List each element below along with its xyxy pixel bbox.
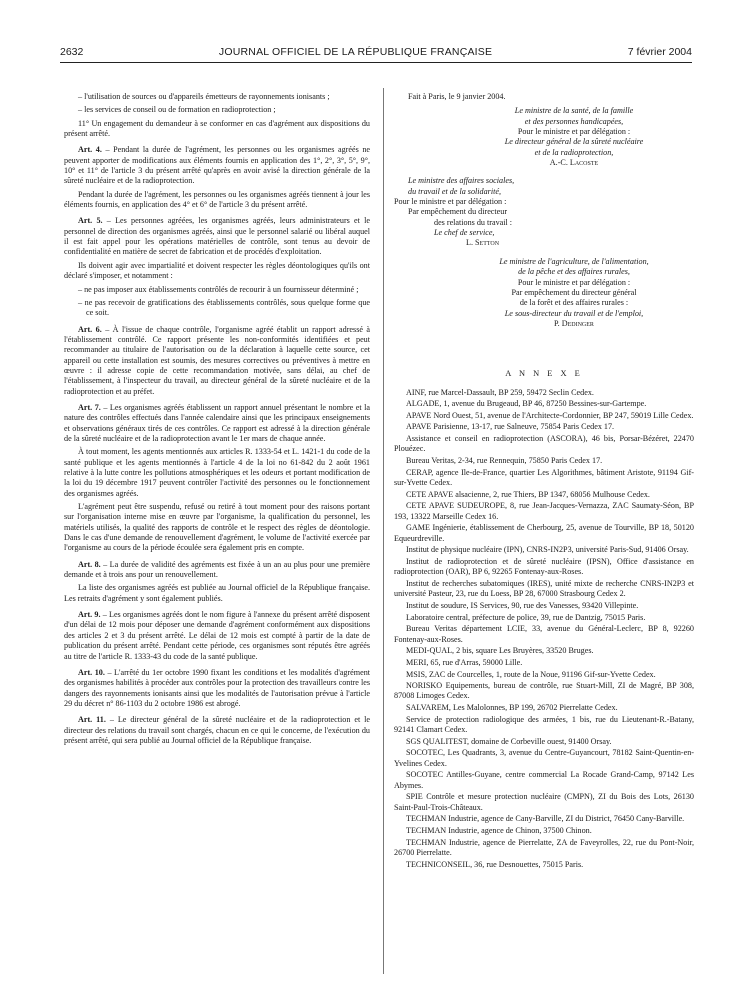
article-label: Art. 7. [78,402,101,412]
annexe-entry: SOCOTEC, Les Quadrants, 3, avenue du Centre-Guyancourt, 78182 Saint-Quentin-en-Yvelines Cedex. [394,748,694,768]
annexe-entry: Institut de recherches subatomiques (IRES), unité mixte de recherche CNRS-IN2P3 et université Pasteur, 23, rue du Loess, BP 28, 67000 Strasbourg Cedex 2. [394,578,694,599]
article-label: Art. 6. [78,324,102,334]
annexe-entry: ALGADE, 1, avenue du Brugeaud, BP 46, 87250 Bessines-sur-Gartempe. [406,399,647,409]
article-label: Art. 8. [78,559,101,569]
annexe-entry: CETE APAVE alsacienne, 2, rue Thiers, BP 1347, 68056 Mulhouse Cedex. [406,489,650,499]
article-text: – Les personnes agréées, les organismes agréés, leurs administrateurs et le personnel de direction des organismes agréés, ainsi que le personnel salarié ou libéral auquel il est fait appel pour les opérations matérielles de contrôle, sont tenus au devoir de confidentialité en matière de secret de fabrication et de procédés d'exploitation. [64,216,371,257]
signature-block-travail [394,176,694,248]
signature-block-agriculture [394,257,694,329]
annexe-entry: TECHNICONSEIL, 36, rue Desnouettes, 75015 Paris. [406,859,584,869]
fait-a-paris: Fait à Paris, le 9 janvier 2004. [408,92,506,101]
article-6 [64,325,370,397]
annexe-entry: TECHMAN Industrie, agence de Cany-Barville, ZI du District, 76450 Cany-Barville. [406,814,685,824]
signature-line: Par empêchement du directeur [408,207,508,217]
signature-line: Le ministre de l'agriculture, de l'alimentation, [499,256,649,266]
article-text: – Pendant la durée de l'agrément, les personnes ou les organismes agréés ne peuvent apporter de modifications aux éléments fournis en application des 1°, 2°, 3°, 5°, 9°, 10° et 11° de l'article 3 du présent arrêté qu'après en avoir avisé la direction générale de la sûreté nucléaire et de la radioprotection. [64,145,370,186]
signatory-name: L. Setton [466,238,500,248]
signature-line: Le chef de service, [434,228,495,238]
article-4 [64,145,370,186]
signature-block-sante [394,106,694,168]
annexe-entry: APAVE Nord Ouest, 51, avenue de l'Architecte-Cordonnier, BP 247, 59019 Lille Cedex. [406,410,694,420]
article-8 [64,560,370,581]
list-item: – l'utilisation de sources ou d'appareils émetteurs de rayonnements ionisants ; [78,92,330,101]
annexe-entry: Institut de radioprotection et de sûreté nucléaire (IPSN), Office d'assistance en radioprotection (OAR), BP 6, 92265 Fontenay-aux-Roses. [394,556,694,577]
journal-title: JOURNAL OFFICIEL DE LA RÉPUBLIQUE FRANÇAISE [218,46,493,58]
paragraph: La liste des organismes agréés est publiée au Journal officiel de la République française. Les retraits d'agrément y sont également publiés. [64,583,370,603]
article-label: Art. 11. [78,715,106,725]
annexe-entry: MSIS, ZAC de Courcelles, 1, route de la Noue, 91196 Gif-sur-Yvette Cedex. [406,669,656,679]
annexe-entry: AINF, rue Marcel-Dassault, BP 259, 59472 Seclin Cedex. [406,387,594,397]
article-7 [64,403,370,444]
annexe-entry: Assistance et conseil en radioprotection (ASCORA), 46 bis, Porsar-Bézéret, 22470 Plouézec. [394,434,694,454]
article-5 [64,216,370,257]
annexe-entry: TECHMAN Industrie, agence de Chinon, 37500 Chinon. [406,825,592,835]
signatory-name: A.-C. Lacoste [549,158,599,168]
paragraph: L'agrément peut être suspendu, refusé ou retiré à tout moment pour des raisons portant sur l'organisation interne mise en œuvre par l'organisme, la qualification du personnel, les matériels utilisés, la qualité des rapports de contrôle et le respect des règles de déontologie. Dans le cas d'une demande de renouvellement d'agrément, le volume de l'activité exercée par l'organisme au cours de la période écoulée sera également pris en compte. [64,502,370,553]
signature-line: des relations du travail : [434,217,513,227]
annexe-title: A N N E X E [505,369,583,379]
signature-line: Le ministre de la santé, de la famille [514,106,634,116]
article-label: Art. 4. [78,145,102,155]
annexe-entry: Bureau Veritas, 2-34, rue Rennequin, 75850 Paris Cedex 17. [406,456,603,466]
article-text: – Les organismes agréés établissent un rapport annuel présentant le nombre et la nature des contrôles effectués dans l'année calendaire ainsi que les principaux enseignements et observations généraux tirés de ces contrôles. Ce rapport est adressé à la direction générale de la sûreté nucléaire et de la radioprotection avant le 1er mars de chaque année. [64,402,371,443]
article-10 [64,668,370,709]
annexe-entry: MERI, 65, rue d'Arras, 59000 Lille. [406,657,523,667]
signature-line: de la forêt et des affaires rurales : [519,298,629,308]
page-header [60,44,692,60]
annexe-list [394,388,694,870]
article-text: – Le directeur général de la sûreté nucléaire et de la radioprotection et le directeur des relations du travail sont chargés, chacun en ce qui le concerne, de l'exécution du présent arrêté, qui sera publié au Journal officiel de la République française. [64,715,371,745]
annexe-entry: APAVE Parisienne, 13-17, rue Salneuve, 75854 Paris Cedex 17. [406,422,615,432]
article-text: – Les organismes agréés dont le nom figure à l'annexe du présent arrêté disposent d'un délai de 12 mois pour déposer une demande d'agrément conformément aux dispositions des articles 2 et 3 du présent arrêté. Le délai de 12 mois est compté à partir de la date de publication du présent arrêté. Pendant cette période, ces organismes sont réputés être agréés au titre de l'article R. 1333-43 du code de la santé publique. [64,610,370,661]
article-label: Art. 5. [78,216,103,226]
left-column [64,92,370,749]
article-label: Art. 10. [78,667,105,677]
annexe-entry: Institut de physique nucléaire (IPN), CNRS-IN2P3, université Paris-Sud, 91406 Orsay. [406,545,689,555]
signatory-name: P. Dedinger [554,318,594,328]
page-number: 2632 [60,46,84,58]
paragraph: 11° Un engagement du demandeur à se conformer en cas d'agrément aux dispositions du présent arrêté. [64,118,370,139]
annexe-entry: Institut de soudure, IS Services, 90, rue des Vanesses, 93420 Villepinte. [406,600,639,610]
annexe-entry: MEDI-QUAL, 2 bis, square Les Bruyères, 33520 Bruges. [406,646,594,656]
article-9 [64,610,370,662]
list-item: – les services de conseil ou de formation en radioprotection ; [78,105,276,115]
paragraph: Pendant la durée de l'agrément, les personnes ou les organismes agréés tiennent à jour les éléments fournis, en application des 4° et 6° de l'article 3 du présent arrêté. [64,189,370,210]
article-text: – À l'issue de chaque contrôle, l'organisme agréé établit un rapport adressé à l'établissement contrôlé. Ce rapport présente les non-conformités identifiées et peut recommander au titulaire de l'autorisation ou de la déclaration à laquelle cette source, cet appareil ou cette installation est soumis, des mesures correctives ou préventives à mettre en œuvre : il adresse copie de cette recommandation motivée, sans délai, au chef de l'établissement, à l'inspecteur du travail, au directeur général de la sûreté nucléaire et de la radioprotection et au préfet. [64,324,371,396]
paragraph: À tout moment, les agents mentionnés aux articles R. 1333-54 et L. 1421-1 du code de la santé publique et les agents mentionnés à l'article 4 de la loi no 61-842 du 2 août 1961 relative à la lutte contre les pollutions atmosphériques et les odeurs et portant modification de la loi du 19 décembre 1917 peuvent contrôler l'activité des personnes ou le fonctionnement des organismes agréés. [64,447,370,498]
annexe-entry: GAME Ingénierie, établissement de Cherbourg, 25, avenue de Tourville, BP 18, 50120 Equeurdreville. [394,523,694,543]
header-rule [60,62,692,63]
annexe-entry: NORISKO Equipements, bureau de contrôle, rue Stuart-Mill, ZI de Magré, BP 308, 87008 Limoges Cedex. [394,681,694,701]
annexe-entry: SGS QUALITEST, domaine de Corbeville ouest, 91400 Orsay. [406,736,612,746]
paragraph: Ils doivent agir avec impartialité et doivent respecter les règles déontologiques qu'ils ont déclaré s'imposer, et notamment : [64,260,370,281]
signature-line: Le ministre des affaires sociales, [408,176,515,186]
article-11 [64,715,370,746]
issue-date: 7 février 2004 [627,46,692,58]
annexe-entry: CERAP, agence Ile-de-France, quartier Les Algorithmes, bâtiment Aristote, 91194 Gif-sur-Yvette Cedex. [394,467,694,488]
article-label: Art. 9. [78,610,101,620]
signature-line: Pour le ministre et par délégation : [517,277,631,287]
annexe-entry: SOCOTEC Antilles-Guyane, centre commercial La Rocade Grand-Camp, 97142 Les Abymes. [394,770,694,790]
annexe-entry: SALVAREM, Les Malolonnes, BP 199, 26702 Pierrelatte Cedex. [406,703,618,713]
annexe-entry: CETE APAVE SUDEUROPE, 8, rue Jean-Jacques-Vernazza, ZAC Saumaty-Séon, BP 193, 13322 Marseille Cedex 16. [394,501,694,521]
signature-line: de la pêche et des affaires rurales, [518,267,630,277]
list-item: – ne pas imposer aux établissements contrôlés de recourir à un fournisseur déterminé ; [78,284,359,294]
signature-line: Pour le ministre et par délégation : [517,127,631,137]
article-text: – L'arrêté du 1er octobre 1990 fixant les conditions et les modalités d'agrément des organismes habilités à procéder aux contrôles pour la protection des travailleurs contre les dangers des rayonnements ionisants ainsi que les modalités de l'autorisation prévue à l'article 29 du décret n° 86-1103 du 2 octobre 1986 est abrogé. [64,667,371,708]
annexe-entry: Service de protection radiologique des armées, 1 bis, rue du Lieutenant-R.-Batany, 92141 Clamart Cedex. [394,714,694,735]
signature-line: Par empêchement du directeur général [511,287,637,297]
list-item: – ne pas recevoir de gratifications des établissements contrôlés, sous quelque forme que ce soit. [78,297,370,318]
annexe-entry: TECHMAN Industrie, agence de Pierrelatte, ZA de Faveyrolles, 22, rue du Pont-Noir, 26700 Pierrelatte. [394,837,694,857]
article-text: – La durée de validité des agréments est fixée à un an au plus pour une première demande et à trois ans pour un renouvellement. [64,559,370,580]
annexe-entry: SPIE Contrôle et mesure protection nucléaire (CMPN), ZI du Bois des Lots, 26130 Saint-Paul-Trois-Châteaux. [394,792,694,812]
signature-line: Le directeur général de la sûreté nucléaire [504,137,644,147]
signature-line: du travail et de la solidarité, [408,186,501,196]
right-column [394,92,694,871]
signature-line: Le sous-directeur du travail et de l'emploi, [504,308,644,318]
signature-line: et de la radioprotection, [534,147,614,157]
signature-line: et des personnes handicapées, [524,116,624,126]
annexe-entry: Bureau Veritas département LCIE, 33, avenue du Général-Leclerc, BP 8, 92260 Fontenay-aux-Roses. [394,624,694,644]
annexe-entry: Laboratoire central, préfecture de police, 39, rue de Dantzig, 75015 Paris. [406,612,646,622]
column-divider [383,88,384,974]
signature-line: Pour le ministre et par délégation : [394,197,507,207]
